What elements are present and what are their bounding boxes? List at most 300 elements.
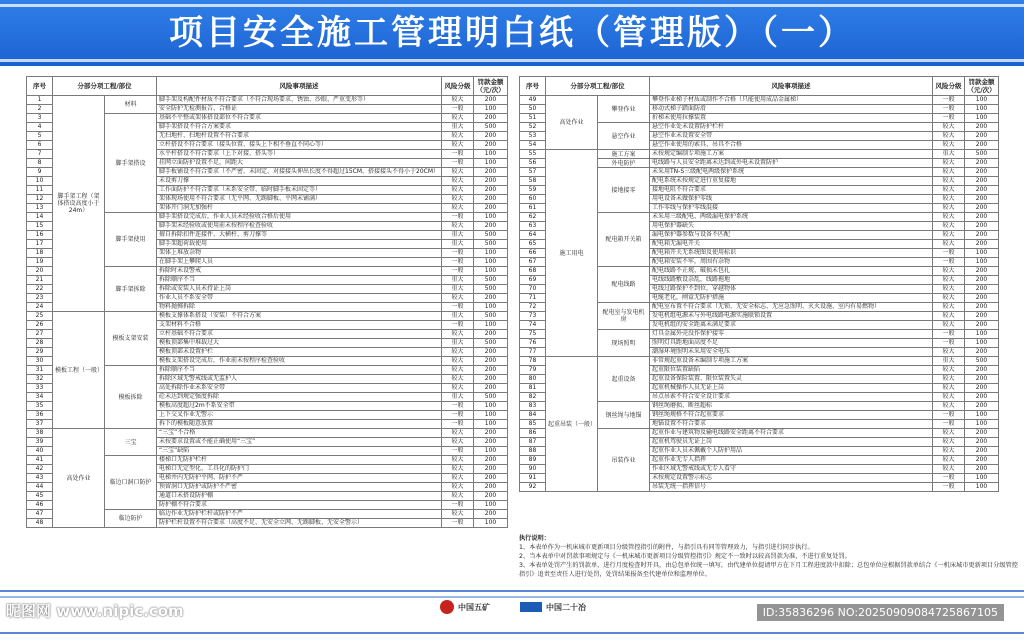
risk-level: 较大 [442,375,474,384]
risk-description: 钢丝绳规格不符合起重要求 [650,411,933,420]
header-fine: 罚款金额（元/次） [965,77,999,96]
risk-description: 悬空作业处未设置防护栏杆 [650,123,933,132]
risk-description: 作业人员不系安全带 [157,294,442,303]
risk-level: 较大 [933,213,965,222]
fine-amount: 200 [965,276,999,285]
risk-description: 脚手架超荷载使用 [157,240,442,249]
risk-level: 较大 [933,159,965,168]
risk-level: 一般 [442,213,474,222]
row-index: 85 [520,420,546,429]
risk-description: 脚手板铺设不符合要求（不严密、未固定、对接接头伸出长度不得超过15CM、搭接接头不得小于20CM） [157,168,442,177]
fine-amount: 200 [474,114,508,123]
risk-level: 较大 [933,204,965,213]
subcategory-cell: 脚手架使用 [105,213,157,267]
risk-description: 钢丝绳磨损、断丝超标 [650,402,933,411]
row-index: 70 [520,285,546,294]
risk-description: 折梯未使用拉撑装置 [650,114,933,123]
header-category: 分部分项工程/部位 [53,77,157,96]
risk-description: 立杆基础不符合要求 [157,330,442,339]
fine-amount: 100 [965,249,999,258]
fine-amount: 100 [965,258,999,267]
risk-description: 吊装无统一指挥信号 [650,483,933,492]
row-index: 52 [520,123,546,132]
risk-description: 配电箱安装不牢，周围有杂物 [650,258,933,267]
risk-description: 通道口未搭设防护棚 [157,492,442,501]
risk-description: 拆除顺序不当 [157,276,442,285]
table-row [27,96,508,105]
risk-level: 一般 [442,321,474,330]
fine-amount: 100 [474,519,508,528]
risk-description: 工作面防护不符合要求（未系安全带、临时脚手板未固定等） [157,186,442,195]
fine-amount: 200 [474,429,508,438]
row-index: 2 [27,105,53,114]
fine-amount: 500 [474,276,508,285]
row-index: 61 [520,204,546,213]
footer-line [0,590,1024,592]
risk-level: 重大 [442,393,474,402]
risk-description: 电梯井内无防护平网、防护不严 [157,474,442,483]
fine-amount: 200 [965,195,999,204]
risk-level: 较大 [933,456,965,465]
table-row [520,357,999,366]
risk-level: 较大 [933,393,965,402]
row-index: 75 [520,330,546,339]
fine-amount: 200 [965,447,999,456]
risk-table [26,76,508,528]
risk-level: 一般 [933,339,965,348]
fine-amount: 200 [965,402,999,411]
risk-level: 较大 [933,141,965,150]
subcategory-cell: 外电防护 [598,159,650,168]
fine-amount: 200 [474,366,508,375]
row-index: 74 [520,321,546,330]
risk-description: 基础不平整或架体搭设部位不符合要求 [157,114,442,123]
risk-level: 一般 [442,519,474,528]
risk-level: 较大 [442,384,474,393]
risk-level: 较大 [933,276,965,285]
row-index: 28 [27,339,53,348]
row-index: 32 [27,375,53,384]
fine-amount: 200 [474,510,508,519]
fine-amount: 100 [474,159,508,168]
footer-logos [440,600,586,614]
row-index: 66 [520,249,546,258]
row-index: 49 [520,96,546,105]
risk-level: 重大 [933,150,965,159]
risk-description: 在脚手架上攀爬人员 [157,258,442,267]
fine-amount: 500 [474,240,508,249]
fine-amount: 200 [965,366,999,375]
row-index: 30 [27,357,53,366]
row-index: 50 [520,105,546,114]
banner-stripe-top [0,4,1024,7]
fine-amount: 200 [474,384,508,393]
row-index: 91 [520,474,546,483]
fine-amount: 200 [965,321,999,330]
risk-level: 较大 [442,294,474,303]
fine-amount: 100 [965,411,999,420]
header-fine: 罚款金额（元/次） [474,77,508,96]
mcc20-logo-text: 中国二十冶 [546,602,586,612]
risk-description: 非常规起重设备未编制专项施工方案 [650,357,933,366]
risk-description: 配电系统未按规定进行重复接地 [650,177,933,186]
risk-description: 挂网立面防护设置不足，间距大 [157,159,442,168]
fine-amount: 200 [474,375,508,384]
risk-description: “三宝”缺陷 [157,447,442,456]
subcategory-cell: 悬空作业 [598,123,650,150]
risk-description: 发电机组电源未与外电线路电源实施联锁设置 [650,312,933,321]
fine-amount: 200 [474,177,508,186]
risk-level: 一般 [933,330,965,339]
risk-description: 拆除顺序不当 [157,366,442,375]
row-index: 41 [27,456,53,465]
footer-line [0,596,1024,598]
risk-description: 未按规定编制专项施工方案 [650,150,933,159]
row-index: 10 [27,177,53,186]
risk-level: 较大 [442,456,474,465]
fine-amount: 100 [474,501,508,510]
risk-description: 工作零线与保护零线混接 [650,204,933,213]
fine-amount: 200 [965,168,999,177]
row-index: 57 [520,168,546,177]
header-description: 风险事项描述 [650,77,933,96]
row-index: 9 [27,168,53,177]
fine-amount: 200 [965,393,999,402]
row-index: 79 [520,366,546,375]
fine-amount: 200 [965,177,999,186]
risk-description: 脚手架搭设不符合方案要求 [157,123,442,132]
risk-level: 较大 [933,384,965,393]
risk-level: 较大 [933,186,965,195]
row-index: 37 [27,420,53,429]
subcategory-cell: 临边口洞口防护 [105,456,157,510]
row-index: 82 [520,393,546,402]
risk-description: 架体开门洞无加强杆 [157,204,442,213]
risk-description: 防护棚不符合要求 [157,501,442,510]
subcategory-cell: 模板拆除 [105,366,157,429]
risk-level: 重大 [442,312,474,321]
risk-description: 用电设备未做保护零线 [650,195,933,204]
row-index: 16 [27,231,53,240]
row-index: 13 [27,204,53,213]
fine-amount: 100 [474,447,508,456]
fine-amount: 200 [965,267,999,276]
subcategory-cell: 施工方案 [598,150,650,159]
risk-level: 较大 [442,195,474,204]
risk-description: 临边作业无防护栏杆或防护不严 [157,510,442,519]
risk-level: 重大 [442,276,474,285]
risk-level: 较大 [442,330,474,339]
subcategory-cell: 临边防护 [105,510,157,528]
row-index: 78 [520,357,546,366]
risk-description: 拆除时未设警戒 [157,267,442,276]
fine-amount: 200 [474,204,508,213]
risk-level: 较大 [442,492,474,501]
risk-level: 重大 [442,339,474,348]
row-index: 27 [27,330,53,339]
subcategory-cell: 模板支架安装 [105,312,157,366]
row-index: 31 [27,366,53,375]
fine-amount: 500 [965,150,999,159]
risk-level: 较大 [933,465,965,474]
risk-level: 一般 [442,249,474,258]
row-index: 65 [520,240,546,249]
banner-stripe-bottom [0,59,1024,62]
risk-description: 用电保护器缺失 [650,222,933,231]
row-index: 87 [520,438,546,447]
row-index: 3 [27,114,53,123]
watermark-right: ID:35836296 NO:20250909084725867105 [757,604,1004,621]
row-index: 5 [27,132,53,141]
row-index: 21 [27,276,53,285]
fine-amount: 100 [965,330,999,339]
fine-amount: 200 [474,330,508,339]
risk-description: 潮湿环境照明未采用安全电压 [650,348,933,357]
risk-description: 悬空作业未设置安全带 [650,132,933,141]
risk-description: 支架材料不合格 [157,321,442,330]
fine-amount: 200 [965,303,999,312]
risk-description: 接地电阻不符合要求 [650,186,933,195]
category-cell: 起重吊装（一般） [546,357,598,492]
fine-amount: 500 [474,312,508,321]
fine-amount: 200 [474,474,508,483]
row-index: 81 [520,384,546,393]
row-index: 14 [27,213,53,222]
row-index: 33 [27,384,53,393]
subcategory-cell: 接地接零 [598,168,650,213]
fine-amount: 100 [474,411,508,420]
risk-level: 较大 [933,123,965,132]
row-index: 62 [520,213,546,222]
fine-amount: 200 [965,384,999,393]
fine-amount: 200 [965,141,999,150]
risk-description: 未设剪刀撑 [157,177,442,186]
risk-description: 灯具金属外壳没作保护接零 [650,330,933,339]
fine-amount: 100 [965,114,999,123]
right-table-panel [519,76,999,492]
fine-amount: 100 [474,213,508,222]
header-category: 分部分项工程/部位 [546,77,650,96]
fine-amount: 100 [965,105,999,114]
left-table-panel [26,76,508,528]
subcategory-cell: 吊装作业 [598,429,650,492]
category-cell: 高处作业 [53,429,105,528]
fine-amount: 200 [474,96,508,105]
risk-level: 一般 [442,258,474,267]
row-index: 22 [27,285,53,294]
row-index: 51 [520,114,546,123]
risk-level: 较大 [933,348,965,357]
row-index: 39 [27,438,53,447]
fine-amount: 500 [474,339,508,348]
fine-amount: 200 [474,186,508,195]
subcategory-cell: 起重设备 [598,357,650,402]
risk-description: 脚手架搭设完成后，作业人员未经验收合格后使用 [157,213,442,222]
row-index: 45 [27,492,53,501]
subcategory-cell: 脚手架拆除 [105,267,157,312]
row-index: 56 [520,159,546,168]
page-title: 项目安全施工管理明白纸（管理版）（一） [169,13,855,53]
mcc20-logo-icon [520,602,542,612]
risk-description: 模板顶部未设置护栏 [157,348,442,357]
minmetals-logo [440,600,490,614]
risk-level: 一般 [442,267,474,276]
notes-title: 执行说明： [519,535,550,542]
risk-level: 较大 [933,447,965,456]
risk-level: 较大 [442,168,474,177]
risk-description: 电缆老化，闸盒无防护措施 [650,294,933,303]
category-cell: 高处作业 [546,96,598,150]
risk-description: 未采用三级配电、两级漏电保护系统 [650,213,933,222]
fine-amount: 200 [965,231,999,240]
fine-amount: 100 [474,150,508,159]
fine-amount: 200 [474,132,508,141]
fine-amount: 200 [474,348,508,357]
row-index: 12 [27,195,53,204]
risk-level: 较大 [442,438,474,447]
risk-level: 较大 [442,510,474,519]
risk-level: 较大 [442,366,474,375]
row-index: 55 [520,150,546,159]
row-index: 43 [27,474,53,483]
header-level: 风险分级 [933,77,965,96]
table-header-row [27,77,508,96]
row-index: 20 [27,267,53,276]
header-description: 风险事项描述 [157,77,442,96]
row-index: 58 [520,177,546,186]
table-row [27,429,508,438]
risk-description: 楼梯口无防护栏杆 [157,456,442,465]
risk-description: 未按规定设置警示标志 [650,474,933,483]
risk-description: 悬空作业使用的索具、吊具不合格 [650,141,933,150]
fine-amount: 100 [474,303,508,312]
fine-amount: 200 [474,222,508,231]
risk-description: 起重限位装置缺陷 [650,366,933,375]
risk-level: 较大 [933,267,965,276]
risk-description: 作业区域无警戒线或无专人看守 [650,465,933,474]
fine-amount: 200 [965,240,999,249]
row-index: 29 [27,348,53,357]
watermark-left: 昵图网 www.nipic.com [6,602,184,620]
fine-amount: 100 [474,258,508,267]
row-index: 86 [520,429,546,438]
risk-description: 架体现场使用不符合要求（无平网、无踢脚板、平网未铺满） [157,195,442,204]
row-index: 88 [520,447,546,456]
fine-amount: 200 [965,348,999,357]
risk-description: 脚手架未经验收或使用前未按程序检查验收 [157,222,442,231]
fine-amount: 200 [965,312,999,321]
row-index: 7 [27,150,53,159]
row-index: 38 [27,429,53,438]
risk-level: 较大 [442,96,474,105]
row-index: 83 [520,402,546,411]
risk-description: 起重作业人员未佩戴个人防护用品 [650,447,933,456]
fine-amount: 500 [474,231,508,240]
row-index: 68 [520,267,546,276]
fine-amount: 200 [965,294,999,303]
row-index: 63 [520,222,546,231]
risk-level: 一般 [442,150,474,159]
risk-description: 砼未达到规定强度拆除 [157,393,442,402]
fine-amount: 100 [474,105,508,114]
fine-amount: 200 [965,429,999,438]
risk-level: 较大 [442,465,474,474]
risk-level: 一般 [933,96,965,105]
fine-amount: 200 [474,456,508,465]
category-cell: 施工用电 [546,150,598,357]
notes-item-3: 3、本表单处罚产生的罚款单，进行月度检查时开具，由总包单位统一填写，由代建单位提请甲方在下月工程进度款中扣除；总包单位应根据罚款单结合《一机床城市更新项目分级管控指引》追责至责任人进行处罚，处罚结果报备至代建单位和监理单位。 [519,562,1018,578]
risk-description: 模板高度超过2m不系安全带 [157,402,442,411]
row-index: 40 [27,447,53,456]
risk-level: 较大 [933,321,965,330]
subcategory-cell: 现场照明 [598,330,650,357]
risk-level: 较大 [442,132,474,141]
risk-description: 移动式梯子踏面防滑 [650,105,933,114]
risk-level: 一般 [933,258,965,267]
row-index: 34 [27,393,53,402]
risk-description: 起重设备保险装置、限位装置失灵 [650,375,933,384]
fine-amount: 200 [965,159,999,168]
risk-description: 照明灯具距地面高度不足 [650,339,933,348]
fine-amount: 200 [965,438,999,447]
risk-level: 重大 [442,231,474,240]
row-index: 15 [27,222,53,231]
risk-description: 拆除或安装人员未持证上岗 [157,285,442,294]
risk-level: 较大 [442,222,474,231]
category-cell: 脚手架工程（架体搭设高度小于24m） [53,96,105,312]
fine-amount: 200 [965,186,999,195]
risk-level: 较大 [933,429,965,438]
row-index: 77 [520,348,546,357]
row-index: 6 [27,141,53,150]
fine-amount: 200 [965,456,999,465]
fine-amount: 200 [474,465,508,474]
row-index: 47 [27,510,53,519]
footer-line [0,632,1024,634]
category-cell: 模板工程（一般） [53,312,105,429]
risk-level: 一般 [442,402,474,411]
risk-description: 起重机驾驶员无证上岗 [650,438,933,447]
risk-level: 较大 [933,438,965,447]
risk-level: 较大 [933,132,965,141]
risk-description: 漏电保护器参数与设备不匹配 [650,231,933,240]
risk-level: 较大 [933,240,965,249]
row-index: 73 [520,312,546,321]
risk-level: 一般 [933,249,965,258]
row-index: 11 [27,186,53,195]
fine-amount: 100 [474,321,508,330]
risk-description: 水平杆搭设不符合要求（上下对接、搭头等） [157,150,442,159]
risk-description: 地锚设置不符合要求 [650,420,933,429]
fine-amount: 500 [474,393,508,402]
fine-amount: 500 [474,285,508,294]
subcategory-cell: 配电室与发电机房 [598,303,650,330]
fine-amount: 100 [965,96,999,105]
risk-level: 较大 [442,348,474,357]
risk-description: 擅自拆除扣件连接件、大横杆、剪刀撑等 [157,231,442,240]
row-index: 84 [520,411,546,420]
risk-level: 较大 [442,114,474,123]
risk-description: 配电室布置不符合要求（无锁、无安全标志、无应急照明、灭火设施、室内有易燃物） [650,303,933,312]
row-index: 8 [27,159,53,168]
risk-level: 较大 [933,303,965,312]
fine-amount: 200 [965,204,999,213]
row-index: 64 [520,231,546,240]
risk-level: 一般 [933,411,965,420]
risk-description: 模板支撑体系搭设（安装）不符合方案 [157,312,442,321]
mcc20-logo [520,602,586,613]
row-index: 23 [27,294,53,303]
